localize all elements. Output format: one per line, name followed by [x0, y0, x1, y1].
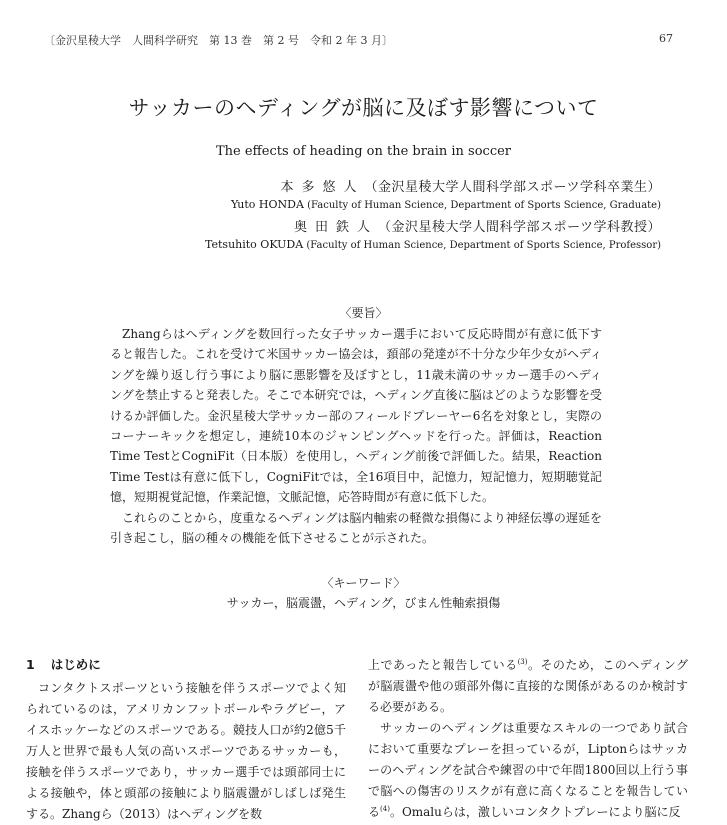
abstract-body	[110, 324, 602, 548]
abstract-paragraph: これらのことから，度重なるヘディングは脳内軸索の軽微な損傷により神経伝導の遅延を引き起こし，脳の種々の機能を低下させることが示された。	[110, 510, 602, 546]
paper-title-japanese: サッカーのヘディングが脳に及ぼす影響について	[128, 96, 599, 120]
abstract-heading: 〈要旨〉	[339, 306, 388, 320]
author-1-name-ja: 本多悠人	[280, 180, 365, 195]
page-number: 67	[659, 32, 673, 45]
running-head: 〔金沢星稜大学 人間科学研究 第 13 巻 第 2 号 令和 2 年 3 月〕	[44, 34, 393, 47]
section-number: 1	[26, 657, 35, 672]
author-1-name-en: Yuto HONDA	[230, 198, 304, 211]
keywords-list: サッカー，脳震盪，ヘディング，びまん性軸索損傷	[226, 596, 501, 610]
body-paragraph: コンタクトスポーツという接触を伴うスポーツでよく知られているのは，アメリカンフットボールやラグビー，アイスホッケーなどのスポーツである。競技人口が約2億5千万人と世界で最も人気の高いスポーツであるサッカーも，接触を伴うスポーツであり，サッカー選手では頭部同士による接触や，体と頭部の接触により脳震盪がしばしば発生する。Zhangら（2013）はヘディングを数	[26, 681, 346, 821]
body-paragraph: 上であったと報告している$^{(3)}$。そのため，このヘディングが脳震盪や他の頭部外傷に直接的な関係があるのか検討する必要がある。	[368, 658, 688, 714]
author-2-affiliation-en: (Faculty of Human Science, Department of Sports Science, Professor)	[303, 240, 661, 251]
paper-title-english: The effects of heading on the brain in soccer	[215, 144, 512, 159]
citation-marker: (4)	[380, 805, 390, 813]
citation-marker: (3)	[517, 658, 528, 666]
body-paragraph: サッカーのヘディングは重要なスキルの一つであり試合において重要なプレーを担っているが，Liptonらはサッカーのヘディングを試合や練習の中で年間1800回以上行う事で脳への傷害のリスクが有意に高くなることを報告している$^{(4)}$。Omaluらは，激しいコンタクトプレーにより脳に反	[368, 721, 688, 819]
author-2-affiliation-ja: （金沢星稜大学人間科学部スポーツ学科教授）	[378, 220, 661, 235]
keywords-heading: 〈キーワード〉	[321, 576, 406, 590]
section-heading	[26, 654, 346, 676]
body-column-right	[368, 655, 688, 823]
body-column-left	[26, 654, 346, 825]
author-2-name-en: Tetsuhito OKUDA	[205, 238, 304, 251]
abstract-paragraph: Zhangらはヘディングを数回行った女子サッカー選手において反応時間が有意に低下すると報告した。これを受けて米国サッカー協会は，頚部の発達が不十分な少年少女がヘディングを繰り返し行う事により脳に悪影響を及ぼすとし，11歳未満のサッカー選手のヘディングを禁止すると発表した。そこで本研究では，ヘディング直後に脳はどのような影響を受けるか評価した。金沢星稜大学サッカー部のフィールドプレーヤー6名を対象とし，実際のコーナーキックを想定し，連続10本のジャンピングヘッドを行った。評価は，Reaction Time TestとCogniFit（日本版）を使用し，ヘディング前後で評価した。結果，Reaction Time Testは有意に低下し，CogniFitでは，全16項目中，記憶力，短記憶力，短期聴覚記憶，短期視覚記憶，作業記憶，文脈記憶，応答時間が有意に低下した。	[110, 327, 602, 505]
author-1	[231, 176, 661, 211]
section-title: はじめに	[50, 657, 101, 672]
author-1-affiliation-ja: （金沢星稜大学人間科学部スポーツ学科卒業生）	[364, 180, 661, 195]
author-2-name-ja: 奥田鉄人	[294, 220, 379, 235]
author-2	[205, 216, 661, 251]
author-1-affiliation-en: (Faculty of Human Science, Department of Sports Science, Graduate)	[303, 200, 661, 211]
